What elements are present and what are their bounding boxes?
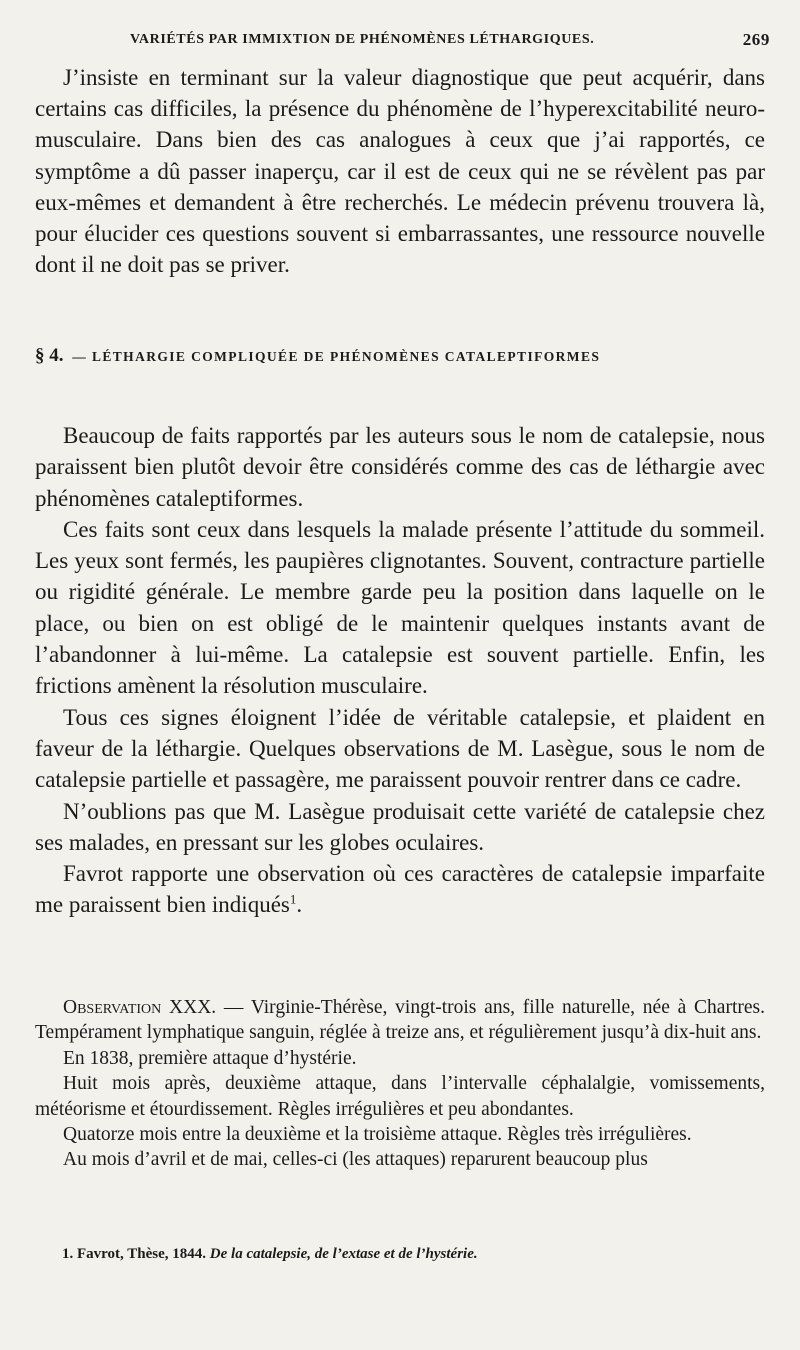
footnote-mark: 1.: [62, 1246, 74, 1262]
observation-line: Huit mois après, deuxième attaque, dans l’intervalle céphalalgie, vomissements, météorisme et étourdissement. Règles irrégulières et peu abondantes.: [35, 1073, 765, 1120]
paragraph: Beaucoup de faits rapportés par les auteurs sous le nom de catalepsie, nous paraissent bien plutôt devoir être considérés comme des cas de léthargie avec phénomènes cataleptiformes.: [35, 423, 765, 511]
paragraph: Tous ces signes éloignent l’idée de véritable catalepsie, et plaident en faveur de la léthargie. Quelques observations de M. Lasègue, sous le nom de catalepsie partielle et passagère, me paraissent pouvoir rentrer dans ce cadre.: [35, 704, 765, 793]
footnote-reference[interactable]: 1: [289, 891, 297, 907]
paragraph: N’oublions pas que M. Lasègue produisait cette variété de catalepsie chez ses malades, en pressant sur les globes oculaires.: [35, 798, 765, 855]
observation-label: Observation XXX.: [63, 997, 217, 1018]
observation-block: [35, 995, 765, 1173]
footnote: [62, 1244, 762, 1264]
observation-intro-text: — Virginie-Thérèse, vingt-trois ans, fille naturelle, née à Chartres. Tempérament lymphatique sanguin, réglée à treize ans, et régulièrement jusqu’à dix-huit ans.: [35, 997, 765, 1044]
favrot-end: .: [296, 892, 303, 918]
page-header: [38, 30, 770, 54]
observation-line: Au mois d’avril et de mai, celles-ci (les attaques) reparurent beaucoup plus: [63, 1149, 648, 1171]
footnote-author: Favrot, Thèse, 1844.: [77, 1246, 207, 1262]
section-title: — LÉTHARGIE COMPLIQUÉE DE PHÉNOMÈNES CATALEPTIFORMES: [72, 349, 601, 364]
paragraph: Ces faits sont ceux dans lesquels la malade présente l’attitude du sommeil. Les yeux sont fermés, les paupières clignotantes. Souvent, contracture partielle ou rigidité générale. Le membre garde peu la position dans laquelle on le place, ou bien on est obligé de le maintenir quelques instants avant de l’abandonner à lui-même. La catalepsie est souvent partielle. Enfin, les frictions amènent la résolution musculaire.: [35, 516, 765, 699]
observation-line: Quatorze mois entre la deuxième et la troisième attaque. Règles très irrégulières.: [63, 1124, 692, 1146]
footnote-title: De la catalepsie, de l’extase et de l’hystérie.: [209, 1246, 478, 1262]
section-body: [35, 420, 765, 921]
section-heading: [35, 345, 765, 367]
favrot-paragraph: [35, 858, 765, 921]
running-title: VARIÉTÉS PAR IMMIXTION DE PHÉNOMÈNES LÉTHARGIQUES.: [130, 32, 595, 47]
intro-text: [35, 62, 765, 280]
favrot-text: Favrot rapporte une observation où ces caractères de catalepsie imparfaite me paraissent bien indiqués: [35, 861, 765, 918]
observation-intro: [35, 995, 765, 1046]
page-number: 269: [742, 30, 770, 49]
section-number: § 4.: [35, 345, 64, 366]
observation-line: En 1838, première attaque d’hystérie.: [63, 1047, 357, 1069]
intro-paragraph: J’insiste en terminant sur la valeur diagnostique que peut acquérir, dans certains cas difficiles, la présence du phénomène de l’hyperexcitabilité neuro-musculaire. Dans bien des cas analogues à ceux que j’ai rapportés, ce symptôme a dû passer inaperçu, car il est de ceux qui ne se révèlent pas par eux-mêmes et demandent à être recherchés. Le médecin prévenu trouvera là, pour élucider ces questions souvent si embarrassantes, une ressource nouvelle dont il ne doit pas se priver.: [35, 65, 765, 278]
